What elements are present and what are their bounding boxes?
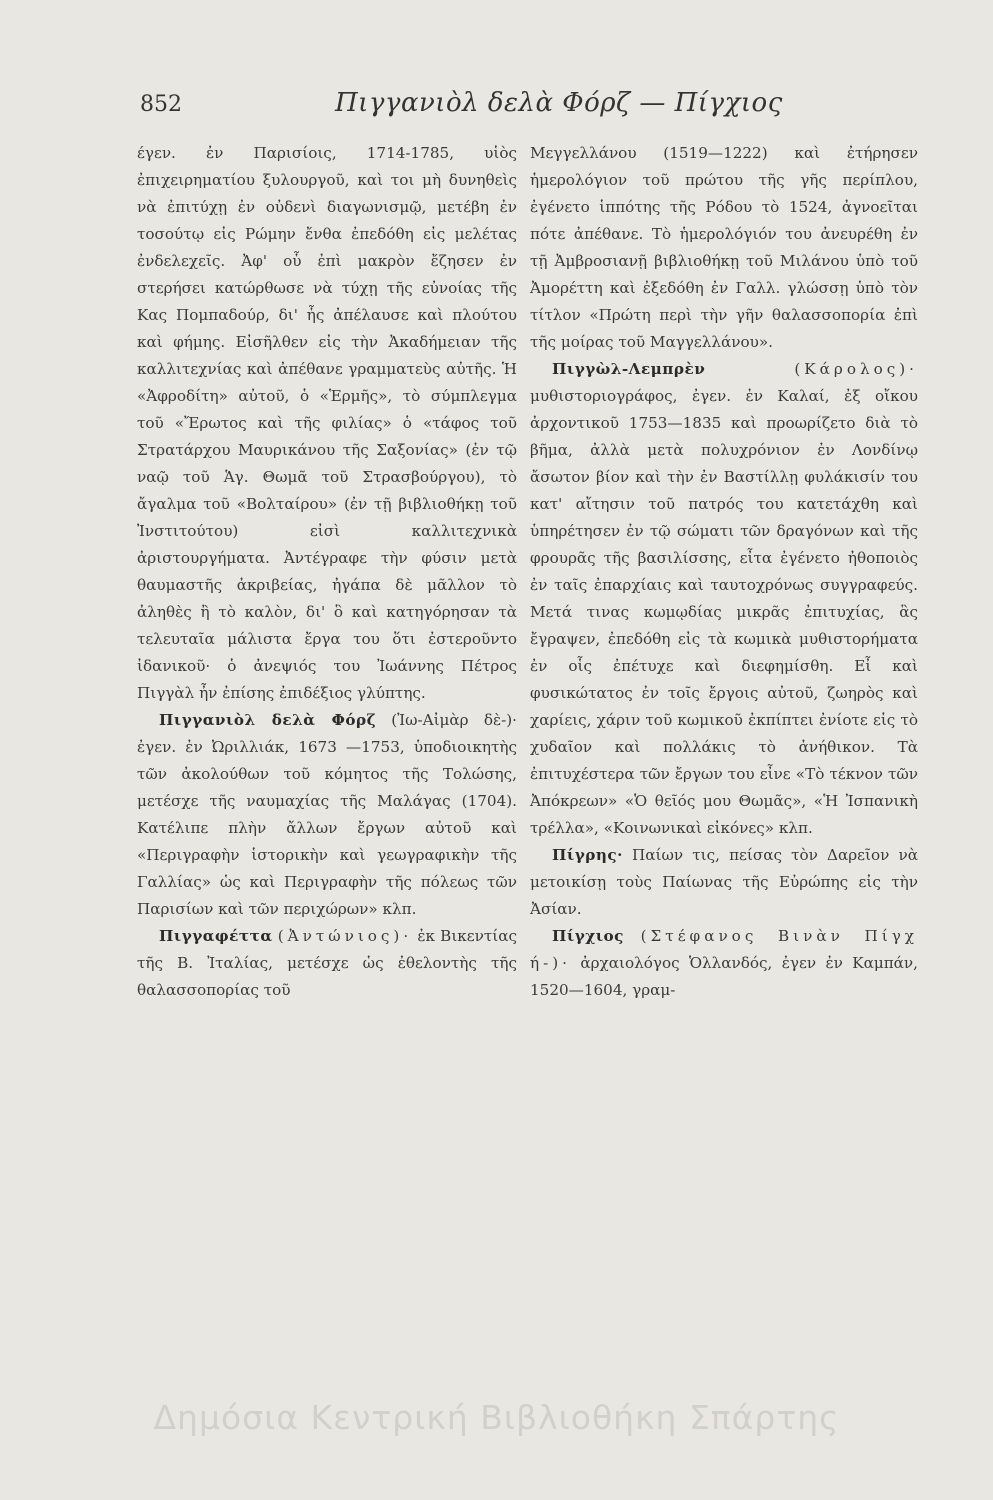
entry-body: Παίων τις, πείσας τὸν Δαρεῖον νὰ μετοικίσῃ τοὺς Παίωνας τῆς Εὐρώπης εἰς τὴν Ἀσίαν. [530,846,918,918]
entry-name: (Στέφανος Βινὰν Πίγχ ή-)· [530,927,919,972]
entry-pighius [530,923,918,1004]
entry-piganiol [137,707,517,923]
entry-body: μυθιστοριογράφος, ἐγεν. ἐν Καλαί, ἐξ οἴκου ἀρχοντικοῦ 1753—1835 καὶ προωρίζετο διὰ τὸ βῆμα, ἀλλὰ μετὰ πολυχρόνιον ἐν Λονδίνῳ ἄσωτον βίον καὶ τὴν ἐν Βαστίλλῃ φυλάκισίν του κατ' αἴτησιν τοῦ πατρός του κατετάχθη καὶ ὑπηρέτησεν ἐν τῷ σώματι τῶν δραγόνων καὶ τῆς φρουρᾶς τῆς βασιλίσσης, εἶτα ἐγένετο ἠθοποιὸς ἐν ταῖς ἐπαρχίαις καὶ ταυτοχρόνως συγγραφεύς. Μετά τινας κωμῳδίας μικρᾶς ἐπιτυχίας, ἃς ἔγραψεν, ἐπεδόθη εἰς τὰ κωμικὰ μυθιστορήματα ἐν οἷς ἐπέτυχε καὶ διεφημίσθη. Εἶ καὶ φυσικώτατος ἐν τοῖς ἔργοις αὐτοῦ, ζωηρὸς καὶ χαρίεις, χάριν τοῦ κωμικοῦ ἐκπίπτει ἐνίοτε εἰς τὸ χυδαῖον καὶ πολλάκις τὸ ἀνήθικον. Τὰ ἐπιτυχέστερα τῶν ἔργων του εἶνε «Τὸ τέκνον τῶν Ἀπόκρεων» «Ὁ θεῖός μου Θωμᾶς», «Ἡ Ἰσπανικὴ τρέλλα», «Κοινωνικαὶ εἰκόνες» κλπ. [530,387,918,837]
entry-pigault-lebrun [530,356,918,842]
entry-pigafetta [137,923,517,1004]
page-number: 852 [140,92,182,117]
entry-body: ἀρχαιολόγος Ὁλλανδός, ἐγεν ἐν Καμπάν, 1520—1604, γραμ- [530,954,918,999]
headword: Πίγρης· [552,846,623,864]
entry-body: ἐκ Βικεντίας τῆς Β. Ἰταλίας, μετέσχε ὡς ἐθελοντὴς τῆς θαλασσοπορίας τοῦ [137,927,517,999]
right-column [530,140,918,1004]
headword: Πιγγὼλ-Λεμπρὲν [552,360,706,378]
entry-name: (Κάρολος)· [794,360,918,378]
page-header [130,88,890,128]
entry-name: (Ἀντώνιος)· [277,927,413,945]
headword: Πιγγανιὸλ δελὰ Φόρζ [159,711,377,729]
entry-continuation: έγεν. ἐν Παρισίοις, 1714-1785, υἱὸς ἐπιχειρηματίου ξυλουργοῦ, καὶ τοι μὴ δυνηθεὶς νὰ ἐπιτύχῃ ἐν οὐδενὶ διαγωνισμῷ, μετέβη ἐν τοσούτῳ εἰς Ρώμην ἔνθα ἐπεδόθη εἰς μελέτας ἐνδελεχεῖς. Ἀφ' οὗ ἐπὶ μακρὸν ἔζησεν ἐν στερήσει κατώρθωσε νὰ τύχῃ τῆς εὐνοίας τῆς Κας Πομπαδούρ, δι' ἧς ἀπέλαυσε καὶ πλούτου καὶ φήμης. Εἰσῆλθεν εἰς τὴν Ἀκαδήμειαν τῆς καλλιτεχνίας καὶ ἀπέθανε γραμματεὺς αὐτῆς. Ἡ «Ἀφροδίτη» αὐτοῦ, ὁ «Ἑρμῆς», τὸ σύμπλεγμα τοῦ «Ἔρωτος καὶ τῆς φιλίας» ὁ «τάφος τοῦ Στρατάρχου Μαυρικάνου τῆς Σαξονίας» (ἐν τῷ ναῷ τοῦ Ἁγ. Θωμᾶ τοῦ Στρασβούργου), τὸ ἄγαλμα τοῦ «Βολταίρου» (ἐν τῇ βιβλιοθήκῃ τοῦ Ἰνστιτούτου) εἰσὶ καλλιτεχνικὰ ἀριστουργήματα. Ἀντέγραφε τὴν φύσιν μετὰ θαυμαστῆς ἀκριβείας, ἠγάπα δὲ μᾶλλον τὸ ἀληθὲς ἢ τὸ καλὸν, δι' ὃ καὶ κατηγόρησαν τὰ τελευταῖα μάλιστα ἔργα του ὅτι ἐστεροῦντο ἰδανικοῦ· ὁ ἀνεψιός του Ἰωάννης Πέτρος Πιγγὰλ ἦν ἐπίσης ἐπιδέξιος γλύπτης. [137,144,517,702]
library-watermark: Δημόσια Κεντρική Βιβλιοθήκη Σπάρτης [153,1398,840,1437]
entry-continuation: Μεγγελλάνου (1519—1222) καὶ ἐτήρησεν ἡμερολόγιον τοῦ πρώτου τῆς γῆς περίπλου, ἐγένετο ἱππότης τῆς Ρόδου τὸ 1524, ἀγνοεῖται πότε ἀπέθανε. Τὸ ἡμερολόγιόν του ἀνευρέθη ἐν τῇ Ἀμβροσιανῇ βιβλιοθήκῃ τοῦ Μιλάνου ὑπὸ τοῦ Ἀμορέττη καὶ ἐξεδόθη ἐν Γαλλ. γλώσσῃ ὑπὸ τὸν τίτλον «Πρώτη περὶ τὴν γῆν θαλασσοπορία ἐπὶ τῆς μοίρας τοῦ Μαγγελλάνου». [530,144,918,351]
headword: Πίγχιος [552,927,624,945]
entry-pigres [530,842,918,923]
running-title: Πιγγανιὸλ δελὰ Φόρζ — Πίγχιος [335,88,783,118]
entry-body: (Ἰω-Αἰμὰρ δὲ-)· ἐγεν. ἐν Ὠριλλιάκ, 1673 —1753, ὑποδιοικητὴς τῶν ἀκολούθων τοῦ κόμητος τῆς Τολώσης, μετέσχε τῆς ναυμαχίας τῆς Μαλάγας (1704). Κατέλιπε πλὴν ἄλλων ἔργων αὐτοῦ καὶ «Περιγραφὴν ἱστορικὴν καὶ γεωγραφικὴν τῆς Γαλλίας» ὡς καὶ Περιγραφὴν τῆς πόλεως τῶν Παρισίων καὶ τῶν περιχώρων» κλπ. [137,711,517,918]
left-column [137,140,517,1004]
headword: Πιγγαφέττα [159,927,273,945]
